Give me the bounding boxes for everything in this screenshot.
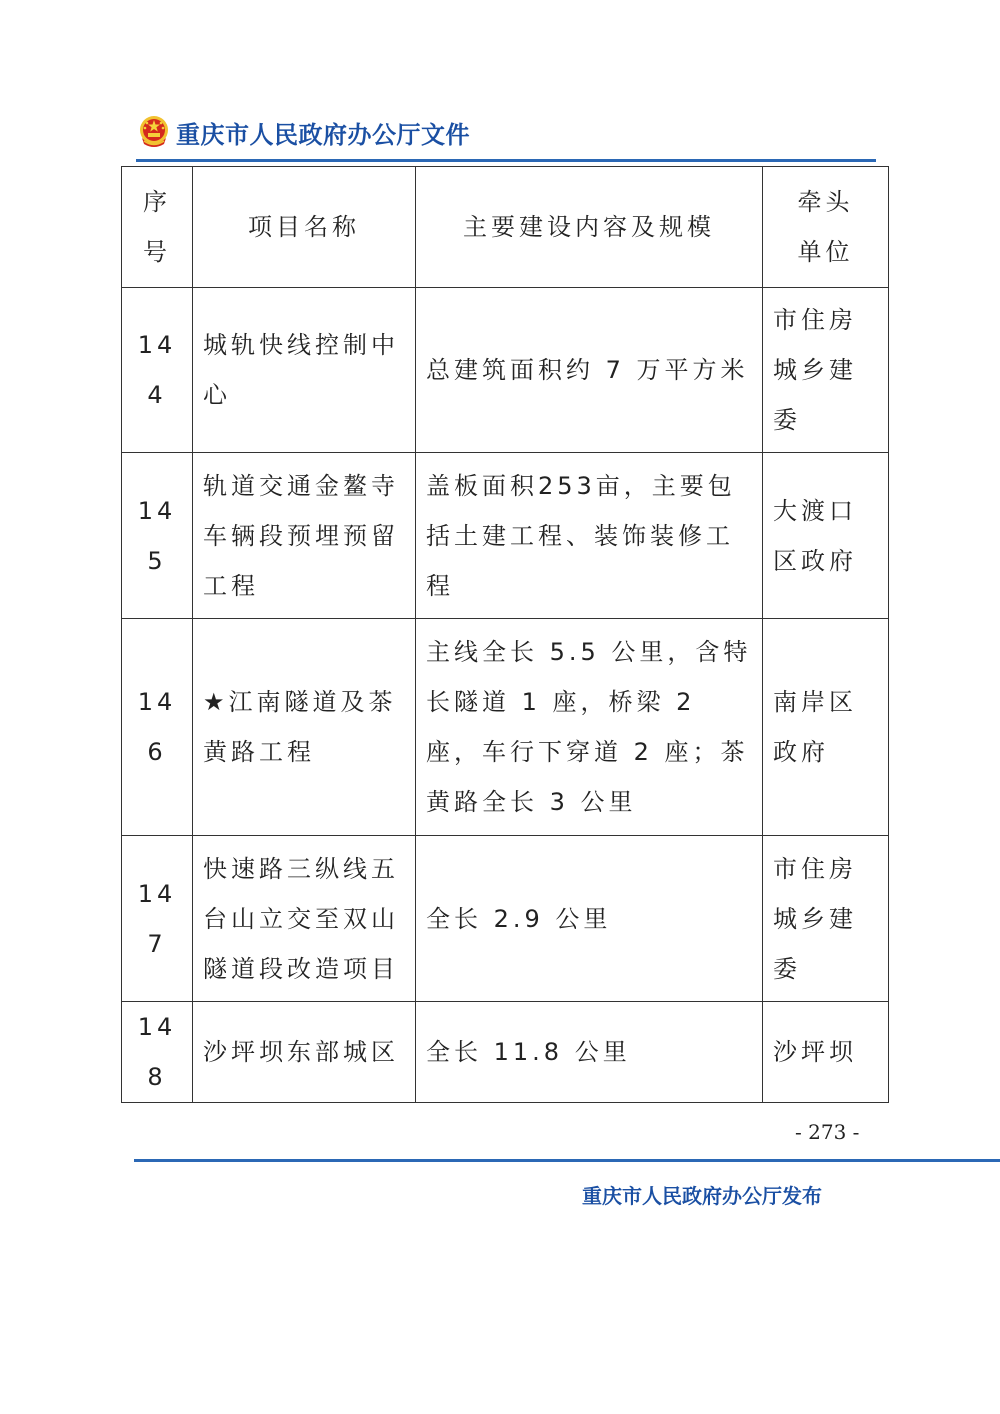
document-header: [136, 112, 470, 152]
header-title: 重庆市人民政府办公厅文件: [176, 119, 470, 149]
table-row: [122, 1002, 889, 1103]
row-lead-unit: 沙坪坝: [763, 1002, 889, 1103]
row-lead-unit: 市住房城乡建委: [763, 836, 889, 1002]
footer-publisher: 重庆市人民政府办公厅发布: [582, 1184, 822, 1208]
header-divider: [136, 159, 876, 162]
national-emblem-icon: [136, 114, 172, 150]
table-header-row: [122, 167, 889, 288]
row-content: 主线全长 5.5 公里，含特长隧道 1 座，桥梁 2 座，车行下穿道 2 座；茶黄路全长 3 公里: [416, 619, 763, 836]
column-header-content: 主要建设内容及规模: [416, 167, 763, 288]
row-seq: 147: [122, 836, 193, 1002]
row-project-name: 城轨快线控制中心: [193, 288, 416, 453]
row-lead-unit: 大渡口区政府: [763, 453, 889, 619]
footer-divider: [134, 1159, 1000, 1162]
table-row: [122, 288, 889, 453]
row-content: 全长 2.9 公里: [416, 836, 763, 1002]
row-project-name: 快速路三纵线五台山立交至双山隧道段改造项目: [193, 836, 416, 1002]
page-number: - 273 -: [795, 1120, 860, 1144]
table-row: [122, 619, 889, 836]
column-header-seq: 序号: [122, 167, 193, 288]
row-seq: 144: [122, 288, 193, 453]
row-seq: 146: [122, 619, 193, 836]
table-row: [122, 453, 889, 619]
row-content: 总建筑面积约 7 万平方米: [416, 288, 763, 453]
row-project-name: 沙坪坝东部城区: [193, 1002, 416, 1103]
row-content: 盖板面积253亩，主要包括土建工程、装饰装修工程: [416, 453, 763, 619]
row-project-name: 轨道交通金鳌寺车辆段预埋预留工程: [193, 453, 416, 619]
projects-table: [121, 166, 889, 1103]
row-content: 全长 11.8 公里: [416, 1002, 763, 1103]
row-seq: 145: [122, 453, 193, 619]
row-lead-unit: 市住房城乡建委: [763, 288, 889, 453]
table-row: [122, 836, 889, 1002]
column-header-unit: 牵头单位: [763, 167, 889, 288]
row-seq: 148: [122, 1002, 193, 1103]
row-lead-unit: 南岸区政府: [763, 619, 889, 836]
row-project-name: ★江南隧道及茶黄路工程: [193, 619, 416, 836]
column-header-name: 项目名称: [193, 167, 416, 288]
